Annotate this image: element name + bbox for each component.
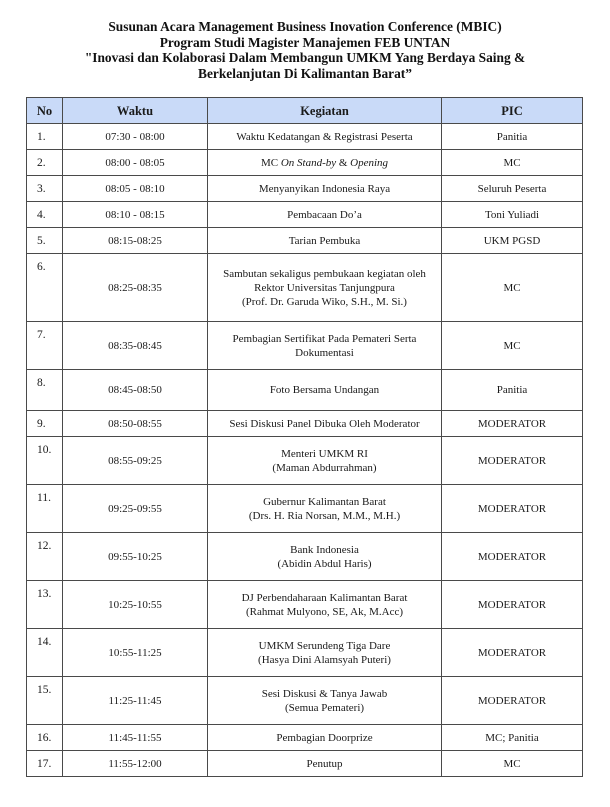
- activity-line: (Prof. Dr. Garuda Wiko, S.H., M. Si.): [242, 295, 407, 308]
- activity-line: Sesi Diskusi & Tanya Jawab: [261, 687, 388, 700]
- cell-pic: Panitia: [442, 370, 583, 411]
- activity-line: UMKM Serundeng Tiga Dare: [258, 639, 391, 652]
- title-line-4: Berkelanjutan Di Kalimantan Barat”: [198, 65, 412, 81]
- cell-time: 08:45-08:50: [63, 370, 208, 411]
- cell-pic: MODERATOR: [442, 533, 583, 581]
- table-row: [27, 485, 583, 533]
- cell-activity: [208, 581, 442, 629]
- table-row: [27, 629, 583, 677]
- cell-activity: [208, 437, 442, 485]
- activity-text: MC: [260, 156, 281, 169]
- cell-pic: MC: [442, 322, 583, 370]
- cell-activity: [208, 228, 442, 254]
- cell-no: 3.: [27, 176, 63, 202]
- table-row: [27, 176, 583, 202]
- cell-pic: MODERATOR: [442, 437, 583, 485]
- cell-no: 1.: [27, 124, 63, 150]
- activity-text: &: [336, 156, 351, 169]
- activity-text: Opening: [350, 156, 389, 169]
- schedule-table: [26, 97, 583, 777]
- table-row: [27, 322, 583, 370]
- cell-no: 9.: [27, 411, 63, 437]
- cell-no: 2.: [27, 150, 63, 176]
- activity-line: Menyanyikan Indonesia Raya: [258, 182, 391, 195]
- cell-no: 8.: [27, 370, 63, 411]
- cell-time: 09:25-09:55: [63, 485, 208, 533]
- cell-pic: Panitia: [442, 124, 583, 150]
- cell-no: 15.: [27, 677, 63, 725]
- column-header-no: No: [27, 98, 63, 124]
- cell-activity: [208, 751, 442, 777]
- cell-time: 11:55-12:00: [63, 751, 208, 777]
- table-row: [27, 254, 583, 322]
- cell-no: 4.: [27, 202, 63, 228]
- activity-line: Sesi Diskusi Panel Dibuka Oleh Moderator: [229, 417, 420, 430]
- activity-text: On Stand-by: [280, 156, 337, 169]
- cell-time: 08:50-08:55: [63, 411, 208, 437]
- cell-time: 08:00 - 08:05: [63, 150, 208, 176]
- cell-pic: MC: [442, 751, 583, 777]
- cell-time: 11:25-11:45: [63, 677, 208, 725]
- table-row: [27, 725, 583, 751]
- cell-pic: MC: [442, 150, 583, 176]
- cell-activity: [208, 533, 442, 581]
- table-row: [27, 370, 583, 411]
- activity-line: Waktu Kedatangan & Registrasi Peserta: [236, 130, 413, 143]
- activity-line: Sambutan sekaligus pembukaan kegiatan oleh: [223, 267, 426, 280]
- activity-line: (Maman Abdurrahman): [272, 461, 377, 474]
- activity-line: Tarian Pembuka: [288, 234, 361, 247]
- activity-line: Gubernur Kalimantan Barat: [263, 495, 386, 508]
- cell-pic: Seluruh Peserta: [442, 176, 583, 202]
- table-row: [27, 581, 583, 629]
- cell-activity: [208, 150, 442, 176]
- cell-pic: MODERATOR: [442, 581, 583, 629]
- activity-line: Dokumentasi: [295, 346, 354, 359]
- cell-pic: MODERATOR: [442, 411, 583, 437]
- activity-line: DJ Perbendaharaan Kalimantan Barat: [241, 591, 408, 604]
- cell-no: 10.: [27, 437, 63, 485]
- cell-activity: [208, 677, 442, 725]
- cell-pic: Toni Yuliadi: [442, 202, 583, 228]
- activity-line: Penutup: [306, 757, 343, 770]
- cell-no: 11.: [27, 485, 63, 533]
- cell-activity: [208, 370, 442, 411]
- column-header-pic: PIC: [442, 98, 583, 124]
- activity-line: (Hasya Dini Alamsyah Puteri): [258, 653, 391, 666]
- cell-activity: [208, 202, 442, 228]
- activity-line: Pembagian Doorprize: [276, 731, 373, 744]
- cell-time: 08:05 - 08:10: [63, 176, 208, 202]
- cell-pic: MC: [442, 254, 583, 322]
- cell-time: 08:35-08:45: [63, 322, 208, 370]
- table-row: [27, 533, 583, 581]
- cell-time: 08:15-08:25: [63, 228, 208, 254]
- cell-activity: [208, 254, 442, 322]
- cell-no: 16.: [27, 725, 63, 751]
- table-row: [27, 411, 583, 437]
- cell-activity: [208, 176, 442, 202]
- cell-time: 08:10 - 08:15: [63, 202, 208, 228]
- column-header-waktu: Waktu: [63, 98, 208, 124]
- cell-no: 5.: [27, 228, 63, 254]
- activity-line: Foto Bersama Undangan: [269, 384, 380, 396]
- cell-activity: [208, 485, 442, 533]
- cell-no: 7.: [27, 322, 63, 370]
- table-row: [27, 677, 583, 725]
- table-row: [27, 124, 583, 150]
- table-row: [27, 202, 583, 228]
- activity-line: Menteri UMKM RI: [281, 447, 368, 460]
- cell-activity: [208, 629, 442, 677]
- activity-line: (Drs. H. Ria Norsan, M.M., M.H.): [248, 509, 401, 522]
- activity-line: Rektor Universitas Tanjungpura: [254, 281, 395, 294]
- cell-pic: MODERATOR: [442, 677, 583, 725]
- table-row: [27, 437, 583, 485]
- activity-line: (Abidin Abdul Haris): [277, 557, 372, 570]
- title-line-1: Susunan Acara Management Business Inovation Conference (MBIC): [108, 19, 502, 34]
- cell-activity: [208, 124, 442, 150]
- document-title: [0, 19, 610, 81]
- cell-no: 14.: [27, 629, 63, 677]
- cell-activity: [208, 322, 442, 370]
- activity-line: Pembagian Sertifikat Pada Pemateri Serta: [232, 332, 417, 345]
- table-header-row: [27, 98, 583, 124]
- cell-time: 07:30 - 08:00: [63, 124, 208, 150]
- activity-line: Bank Indonesia: [290, 543, 359, 556]
- table-row: [27, 751, 583, 777]
- title-line-3: "Inovasi dan Kolaborasi Dalam Membangun UMKM Yang Berdaya Saing &: [84, 50, 526, 65]
- cell-time: 10:25-10:55: [63, 581, 208, 629]
- cell-pic: MC; Panitia: [442, 725, 583, 751]
- cell-no: 13.: [27, 581, 63, 629]
- title-line-2: Program Studi Magister Manajemen FEB UNTAN: [159, 34, 451, 50]
- cell-activity: [208, 411, 442, 437]
- activity-line: (Rahmat Mulyono, SE, Ak, M.Acc): [245, 605, 404, 618]
- cell-no: 17.: [27, 751, 63, 777]
- table-row: [27, 228, 583, 254]
- activity-line: (Semua Pemateri): [284, 701, 365, 714]
- cell-time: 08:25-08:35: [63, 254, 208, 322]
- cell-pic: MODERATOR: [442, 629, 583, 677]
- cell-pic: UKM PGSD: [442, 228, 583, 254]
- table-row: [27, 150, 583, 176]
- cell-time: 08:55-09:25: [63, 437, 208, 485]
- cell-time: 10:55-11:25: [63, 629, 208, 677]
- column-header-kegiatan: Kegiatan: [208, 98, 442, 124]
- cell-time: 11:45-11:55: [63, 725, 208, 751]
- cell-no: 6.: [27, 254, 63, 322]
- cell-time: 09:55-10:25: [63, 533, 208, 581]
- activity-line: Pembacaan Do’a: [287, 208, 362, 221]
- cell-no: 12.: [27, 533, 63, 581]
- cell-pic: MODERATOR: [442, 485, 583, 533]
- cell-activity: [208, 725, 442, 751]
